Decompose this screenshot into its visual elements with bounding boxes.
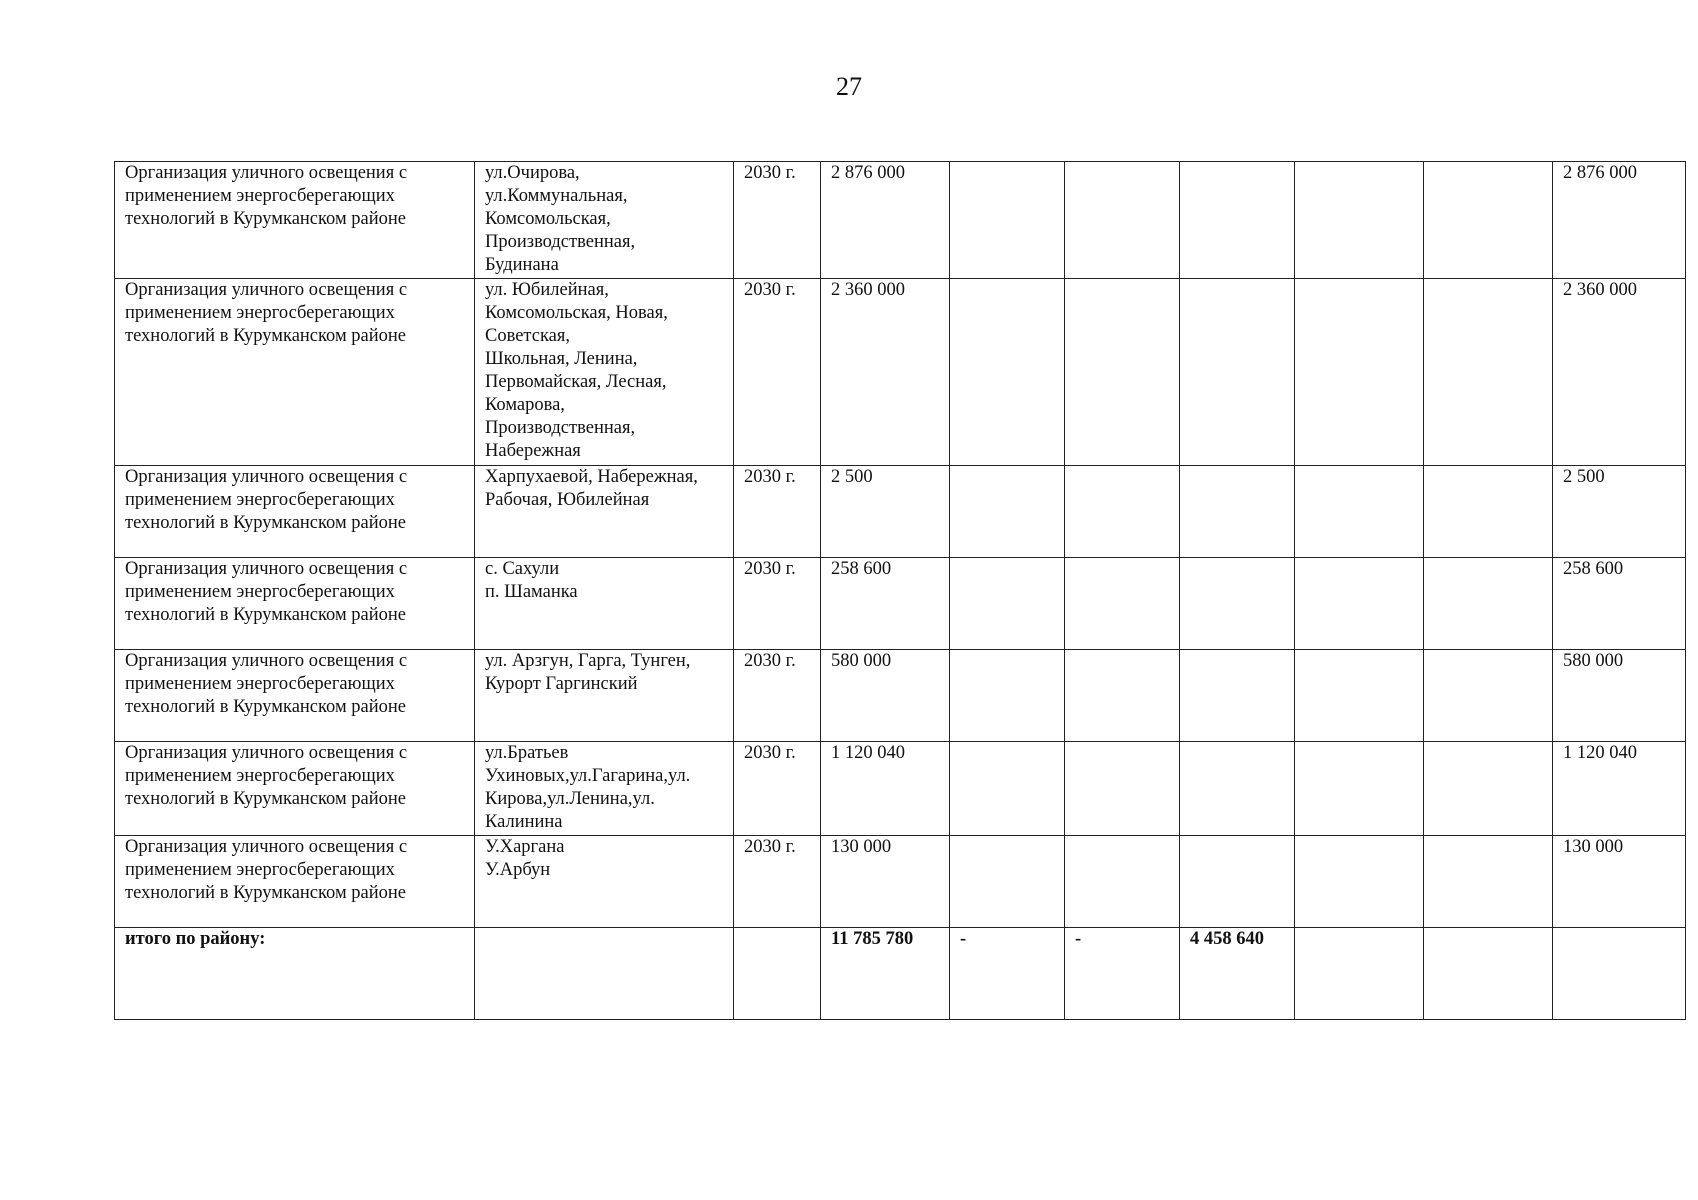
address-line: с. Сахули <box>485 559 560 579</box>
empty-cell <box>1553 928 1686 1020</box>
year-cell: 2030 г. <box>734 558 821 650</box>
amount-cell: 2 500 <box>821 466 950 558</box>
measure-name-line: технологий в Курумканском районе <box>125 789 407 809</box>
empty-cell <box>1180 558 1295 650</box>
empty-cell <box>1065 836 1180 928</box>
address-cell <box>475 650 734 742</box>
table-row <box>115 162 1686 279</box>
measure-name-line: технологий в Курумканском районе <box>125 326 407 346</box>
empty-cell <box>1424 836 1553 928</box>
table-row <box>115 742 1686 836</box>
total-cell: 1 120 040 <box>1553 742 1686 836</box>
empty-cell <box>1295 279 1424 466</box>
address-cell <box>475 162 734 279</box>
table-row <box>115 650 1686 742</box>
total-cell: 258 600 <box>1553 558 1686 650</box>
empty-cell <box>1065 466 1180 558</box>
measure-name-cell <box>115 162 475 279</box>
address-line: Ухиновых,ул.Гагарина,ул. <box>485 766 691 786</box>
empty-cell <box>1424 162 1553 279</box>
table-body <box>115 162 1686 1020</box>
empty-cell <box>475 928 734 1020</box>
empty-cell <box>1424 558 1553 650</box>
total-c7: 4 458 640 <box>1180 928 1295 1020</box>
empty-cell <box>1180 650 1295 742</box>
measure-name-line: Организация уличного освещения с <box>125 280 408 300</box>
table-row <box>115 558 1686 650</box>
empty-cell <box>950 466 1065 558</box>
measure-name-cell <box>115 836 475 928</box>
table-row <box>115 466 1686 558</box>
year-cell: 2030 г. <box>734 650 821 742</box>
amount-cell: 580 000 <box>821 650 950 742</box>
empty-cell <box>1180 836 1295 928</box>
measure-name-line: технологий в Курумканском районе <box>125 513 407 533</box>
address-line: ул.Братьев <box>485 743 569 763</box>
measure-name-cell <box>115 558 475 650</box>
address-line: Производственная, <box>485 418 636 438</box>
total-row <box>115 928 1686 1020</box>
empty-cell <box>950 742 1065 836</box>
address-line: ул.Очирова, <box>485 163 580 183</box>
page-number: 27 <box>836 72 862 101</box>
empty-cell <box>1180 742 1295 836</box>
year-cell: 2030 г. <box>734 742 821 836</box>
address-line: Кирова,ул.Ленина,ул. <box>485 789 655 809</box>
address-line: Комарова, <box>485 395 565 415</box>
year-cell: 2030 г. <box>734 162 821 279</box>
empty-cell <box>1295 466 1424 558</box>
address-line: Производственная, <box>485 232 636 252</box>
amount-cell: 1 120 040 <box>821 742 950 836</box>
empty-cell <box>1065 650 1180 742</box>
amount-cell: 2 360 000 <box>821 279 950 466</box>
total-cell: 2 876 000 <box>1553 162 1686 279</box>
total-c5: - <box>950 928 1065 1020</box>
empty-cell <box>1295 928 1424 1020</box>
address-line: Первомайская, Лесная, <box>485 372 667 392</box>
address-line: У.Арбун <box>485 860 551 880</box>
year-cell: 2030 г. <box>734 466 821 558</box>
year-cell: 2030 г. <box>734 279 821 466</box>
address-line: Курорт Гаргинский <box>485 674 638 694</box>
empty-cell <box>1065 742 1180 836</box>
measure-name-line: Организация уличного освещения с <box>125 743 408 763</box>
measure-name-cell <box>115 466 475 558</box>
measure-name-line: Организация уличного освещения с <box>125 559 408 579</box>
empty-cell <box>950 650 1065 742</box>
address-cell <box>475 742 734 836</box>
empty-cell <box>1295 836 1424 928</box>
empty-cell <box>1065 558 1180 650</box>
empty-cell <box>1180 466 1295 558</box>
measure-name-line: технологий в Курумканском районе <box>125 209 407 229</box>
address-line: Харпухаевой, Набережная, <box>485 467 698 487</box>
address-cell <box>475 558 734 650</box>
measure-name-line: Организация уличного освещения с <box>125 837 408 857</box>
total-c6: - <box>1065 928 1180 1020</box>
measure-name-line: применением энергосберегающих <box>125 582 395 602</box>
measure-name-line: применением энергосберегающих <box>125 490 395 510</box>
address-line: Комсомольская, Новая, <box>485 303 668 323</box>
total-label: итого по району: <box>115 928 475 1020</box>
measure-name-line: применением энергосберегающих <box>125 766 395 786</box>
address-cell <box>475 836 734 928</box>
year-cell: 2030 г. <box>734 836 821 928</box>
total-cell: 130 000 <box>1553 836 1686 928</box>
measure-name-line: применением энергосберегающих <box>125 674 395 694</box>
empty-cell <box>1424 466 1553 558</box>
address-line: У.Харгана <box>485 837 565 857</box>
address-line: Советская, <box>485 326 571 346</box>
empty-cell <box>950 558 1065 650</box>
empty-cell <box>1424 928 1553 1020</box>
total-cell: 580 000 <box>1553 650 1686 742</box>
address-line: Набережная <box>485 441 581 461</box>
amount-cell: 130 000 <box>821 836 950 928</box>
empty-cell <box>950 279 1065 466</box>
address-line: ул. Юбилейная, <box>485 280 609 300</box>
measure-name-line: технологий в Курумканском районе <box>125 697 407 717</box>
address-line: Школьная, Ленина, <box>485 349 638 369</box>
measure-name-cell <box>115 650 475 742</box>
measure-name-line: технологий в Курумканском районе <box>125 605 407 625</box>
measure-name-cell <box>115 279 475 466</box>
empty-cell <box>1295 162 1424 279</box>
empty-cell <box>950 162 1065 279</box>
empty-cell <box>1065 162 1180 279</box>
empty-cell <box>1295 742 1424 836</box>
empty-cell <box>1295 650 1424 742</box>
program-table <box>114 161 1686 1020</box>
address-line: Комсомольская, <box>485 209 611 229</box>
empty-cell <box>1424 742 1553 836</box>
total-cell: 2 500 <box>1553 466 1686 558</box>
empty-cell <box>950 836 1065 928</box>
total-amount: 11 785 780 <box>821 928 950 1020</box>
empty-cell <box>1180 162 1295 279</box>
address-cell <box>475 279 734 466</box>
measure-name-line: Организация уличного освещения с <box>125 163 408 183</box>
measure-name-line: технологий в Курумканском районе <box>125 883 407 903</box>
total-cell: 2 360 000 <box>1553 279 1686 466</box>
empty-cell <box>1295 558 1424 650</box>
table-row <box>115 279 1686 466</box>
address-line: ул.Коммунальная, <box>485 186 628 206</box>
measure-name-line: применением энергосберегающих <box>125 303 395 323</box>
address-line: Калинина <box>485 812 563 832</box>
empty-cell <box>734 928 821 1020</box>
empty-cell <box>1065 279 1180 466</box>
measure-name-line: применением энергосберегающих <box>125 186 395 206</box>
address-line: Будинана <box>485 255 559 275</box>
empty-cell <box>1424 650 1553 742</box>
amount-cell: 258 600 <box>821 558 950 650</box>
empty-cell <box>1424 279 1553 466</box>
amount-cell: 2 876 000 <box>821 162 950 279</box>
address-cell <box>475 466 734 558</box>
address-line: ул. Арзгун, Гарга, Тунген, <box>485 651 691 671</box>
measure-name-line: применением энергосберегающих <box>125 860 395 880</box>
table-row <box>115 836 1686 928</box>
measure-name-line: Организация уличного освещения с <box>125 651 408 671</box>
measure-name-line: Организация уличного освещения с <box>125 467 408 487</box>
address-line: Рабочая, Юбилейная <box>485 490 650 510</box>
address-line: п. Шаманка <box>485 582 578 602</box>
empty-cell <box>1180 279 1295 466</box>
measure-name-cell <box>115 742 475 836</box>
